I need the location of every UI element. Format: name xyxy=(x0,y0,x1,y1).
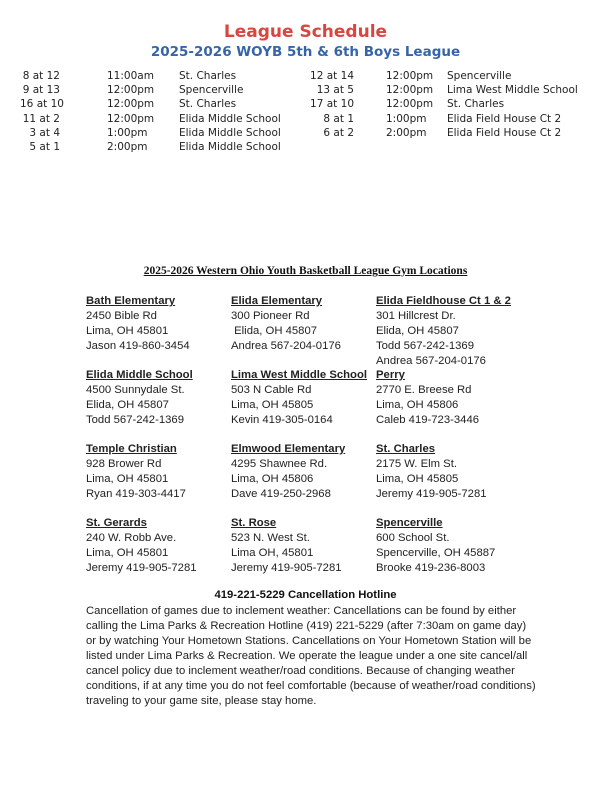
gym-city: Elida, OH 45807 xyxy=(86,399,169,411)
gym-name: Bath Elementary xyxy=(86,295,176,307)
matchup: 3 at 4 xyxy=(29,126,60,139)
matchup: 5 at 1 xyxy=(29,140,60,153)
gym-city: Lima, OH 45805 xyxy=(376,473,459,485)
game-time: 1:00pm xyxy=(386,112,427,125)
gym-name: St. Rose xyxy=(231,517,277,529)
gym-name: Elida Fieldhouse Ct 1 & 2 xyxy=(376,295,511,307)
gym-contact: Ryan 419-303-4417 xyxy=(86,488,186,500)
gym-address: 4295 Shawnee Rd. xyxy=(231,458,328,470)
gym-st-rose xyxy=(231,516,342,576)
gym-contact: Dave 419-250-2968 xyxy=(231,488,331,500)
gym-spencerville xyxy=(376,516,495,576)
gym-city: Elida, OH 45807 xyxy=(231,325,318,337)
gym-st-charles xyxy=(376,442,487,502)
game-time: 1:00pm xyxy=(107,126,148,139)
gym-address: 503 N Cable Rd xyxy=(231,384,312,396)
matchup: 6 at 2 xyxy=(323,126,354,139)
matchup: 11 at 2 xyxy=(22,112,60,125)
matchup: 8 at 1 xyxy=(323,112,354,125)
gym-address: 2175 W. Elm St. xyxy=(376,458,457,470)
game-location: Lima West Middle School xyxy=(447,84,578,97)
game-time: 2:00pm xyxy=(386,126,427,139)
gym-name: Lima West Middle School xyxy=(231,369,367,381)
game-time: 12:00pm xyxy=(107,84,155,97)
gym-contact: Jason 419-860-3454 xyxy=(86,340,190,352)
gym-city: Lima, OH 45801 xyxy=(86,547,169,559)
gym-lima-west-middle-school xyxy=(231,368,367,428)
game-location: Elida Middle School xyxy=(179,112,281,125)
game-location: St. Charles xyxy=(179,98,237,111)
gym-contact: Brooke 419-236-8003 xyxy=(376,562,486,574)
gym-elmwood-elementary xyxy=(231,442,345,502)
gym-name: St. Charles xyxy=(376,443,436,455)
game-location: Elida Middle School xyxy=(179,140,281,153)
gym-contact: Jeremy 419-905-7281 xyxy=(376,488,487,500)
gym-contact: Todd 567-242-1369 xyxy=(376,340,474,352)
gym-perry xyxy=(376,368,479,428)
gym-contact: Jeremy 419-905-7281 xyxy=(231,562,342,574)
game-location: Elida Field House Ct 2 xyxy=(447,112,562,125)
gym-contact: Caleb 419-723-3446 xyxy=(376,414,480,426)
gym-contact: Andrea 567-204-0176 xyxy=(376,355,486,367)
page-title: League Schedule xyxy=(223,22,388,42)
gym-bath-elementary xyxy=(86,294,190,354)
matchup: 12 at 14 xyxy=(310,70,354,82)
gym-name: Perry xyxy=(376,369,405,381)
gym-city: Lima, OH 45801 xyxy=(86,473,169,485)
game-time: 12:00pm xyxy=(386,98,434,111)
gym-city: Lima, OH 45805 xyxy=(231,399,314,411)
gym-locations-heading: 2025-2026 Western Ohio Youth Basketball League Gym Locations xyxy=(143,265,468,277)
game-time: 12:00pm xyxy=(107,112,155,125)
gym-address: 2770 E. Breese Rd xyxy=(376,384,472,396)
matchup: 9 at 13 xyxy=(22,84,60,97)
gym-name: Elida Elementary xyxy=(231,295,323,307)
game-time: 12:00pm xyxy=(386,84,434,97)
gym-name: Elmwood Elementary xyxy=(231,443,346,455)
gym-name: St. Gerards xyxy=(86,517,147,529)
gym-st-gerards xyxy=(86,516,197,576)
gym-address: 523 N. West St. xyxy=(231,532,310,544)
gym-temple-christian xyxy=(86,442,186,502)
matchup: 16 at 10 xyxy=(20,98,64,111)
gym-city: Lima, OH 45801 xyxy=(86,325,169,337)
gym-name: Temple Christian xyxy=(86,443,177,455)
gym-name: Elida Middle School xyxy=(86,369,193,381)
cancellation-policy-text: Cancellation of games due to inclement weather: Cancellations can be found by either calling the Lima Parks & Recreation Hotline (419) 221-5229 (after 7:30am on game day) or by watching Your Hometown Stations. Cancellations on Your Hometown Station will be listed under Lima Parks & Recreation. We operate the league under a one site cancel/all cancel policy due to inclement weather/road conditions. Because of changing weather conditions, if at any time you do not feel comfortable (because of weather/road conditions) traveling to your game site, please stay home. xyxy=(86,605,536,707)
matchup: 13 at 5 xyxy=(316,84,354,97)
matchup: 17 at 10 xyxy=(310,98,354,111)
page-subtitle: 2025-2026 WOYB 5th & 6th Boys League xyxy=(150,44,461,60)
gym-city: Lima OH, 45801 xyxy=(231,547,314,559)
game-location: St. Charles xyxy=(179,70,237,82)
game-location: Spencerville xyxy=(447,70,512,82)
gym-elida-elementary xyxy=(231,294,341,354)
gym-address: 301 Hillcrest Dr. xyxy=(376,310,456,322)
gym-address: 600 School St. xyxy=(376,532,450,544)
gym-address: 4500 Sunnydale St. xyxy=(86,384,185,396)
gym-address: 2450 Bible Rd xyxy=(86,310,157,322)
gym-city: Lima, OH 45806 xyxy=(231,473,314,485)
gym-address: 928 Brower Rd xyxy=(86,458,162,470)
game-time: 12:00pm xyxy=(107,98,155,111)
gym-contact: Kevin 419-305-0164 xyxy=(231,414,333,426)
gym-elida-middle-school xyxy=(86,368,193,428)
gym-address: 240 W. Robb Ave. xyxy=(86,532,177,544)
matchup: 8 at 12 xyxy=(22,70,60,82)
game-location: St. Charles xyxy=(447,98,505,111)
gym-city: Elida, OH 45807 xyxy=(376,325,459,337)
game-time: 12:00pm xyxy=(386,70,434,82)
game-time: 11:00am xyxy=(107,70,154,82)
gym-contact: Todd 567-242-1369 xyxy=(86,414,184,426)
gym-address: 300 Pioneer Rd xyxy=(231,310,310,322)
gym-name: Spencerville xyxy=(376,517,443,529)
gym-contact: Jeremy 419-905-7281 xyxy=(86,562,197,574)
cancellation-hotline-heading: 419-221-5229 Cancellation Hotline xyxy=(214,589,397,601)
gym-elida-fieldhouse xyxy=(376,294,511,369)
game-location: Elida Middle School xyxy=(179,126,281,139)
game-time: 2:00pm xyxy=(107,140,148,153)
gym-city: Spencerville, OH 45887 xyxy=(376,547,496,559)
game-location: Spencerville xyxy=(179,84,244,97)
game-location: Elida Field House Ct 2 xyxy=(447,126,562,139)
gym-city: Lima, OH 45806 xyxy=(376,399,459,411)
gym-contact: Andrea 567-204-0176 xyxy=(231,340,341,352)
